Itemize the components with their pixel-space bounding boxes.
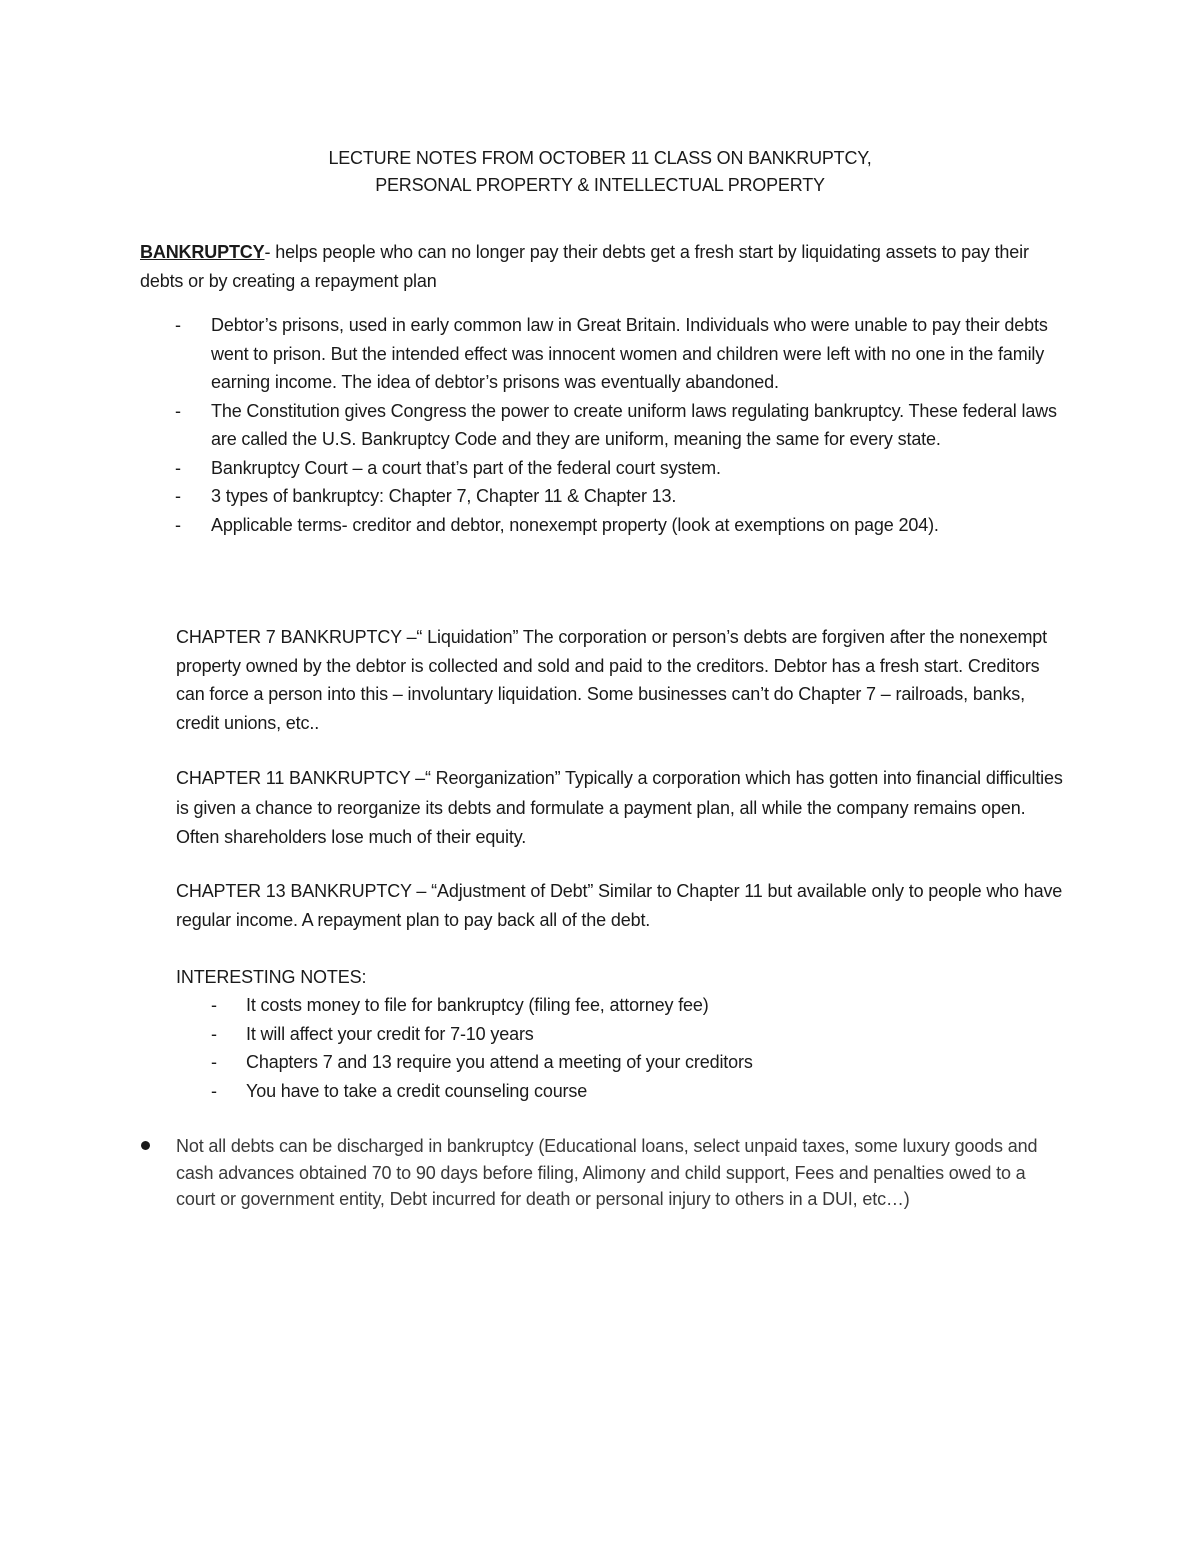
list-item-text: The Constitution gives Congress the power to create uniform laws regulating bankruptcy. These federal laws are called the U.S. Bankruptcy Code and they are uniform, meaning the same for every state. — [211, 400, 1057, 449]
bullet-point-icon — [141, 1141, 150, 1150]
list-item — [211, 991, 1011, 1020]
dash-marker: - — [175, 400, 181, 421]
dash-marker: - — [211, 1080, 217, 1101]
list-item-text: It will affect your credit for 7-10 years — [246, 1023, 534, 1044]
dash-marker: - — [175, 315, 181, 335]
bankruptcy-definition — [140, 238, 1060, 295]
dash-marker: - — [175, 486, 181, 506]
list-item-text: Applicable terms- creditor and debtor, nonexempt property (look at exemptions on page 204). — [211, 514, 939, 535]
document-title-line-1: LECTURE NOTES FROM OCTOBER 11 CLASS ON BANKRUPTCY, — [328, 148, 872, 168]
bankruptcy-definition-text: - helps people who can no longer pay their debts get a fresh start by liquidating assets to pay their debts or by creating a repayment plan — [140, 242, 1029, 291]
interesting-notes-heading: INTERESTING NOTES: — [176, 967, 367, 987]
list-item — [175, 397, 1075, 454]
interesting-notes-list — [211, 991, 1011, 1105]
list-item-text: It costs money to file for bankruptcy (filing fee, attorney fee) — [246, 995, 709, 1015]
list-item — [211, 1048, 1011, 1077]
chapter-7-paragraph: CHAPTER 7 BANKRUPTCY –“ Liquidation” The corporation or person’s debts are forgiven after the nonexempt property owned by the debtor is collected and sold and paid to the creditors. Debtor has a fresh start. Creditors can force a person into this – involuntary liquidation. Some businesses can’t do Chapter 7 – railroads, banks, credit unions, etc.. — [176, 627, 1047, 733]
list-item — [175, 482, 1075, 511]
dash-marker: - — [211, 995, 217, 1015]
dash-marker: - — [211, 1023, 217, 1044]
list-item — [211, 1020, 1011, 1049]
list-item — [175, 454, 1075, 483]
dash-marker: - — [175, 457, 181, 478]
chapter-13-paragraph: CHAPTER 13 BANKRUPTCY – “Adjustment of Debt” Similar to Chapter 11 but available only to people who have regular income. A repayment plan to pay back all of the debt. — [176, 881, 1063, 930]
list-item-text: You have to take a credit counseling course — [246, 1080, 588, 1101]
list-item — [175, 511, 1075, 540]
list-item-text: Chapters 7 and 13 require you attend a meeting of your creditors — [246, 1052, 753, 1072]
list-item-text: 3 types of bankruptcy: Chapter 7, Chapter 11 & Chapter 13. — [211, 486, 677, 506]
list-item-text: Debtor’s prisons, used in early common law in Great Britain. Individuals who were unable to pay their debts went to prison. But the intended effect was innocent women and children were left with no one in the family earning income. The idea of debtor’s prisons was eventually abandoned. — [211, 315, 1048, 392]
dash-marker: - — [175, 514, 181, 535]
chapter-11-paragraph: CHAPTER 11 BANKRUPTCY –“ Reorganization” Typically a corporation which has gotten into financial difficulties is given a chance to reorganize its debts and formulate a payment plan, all while the company remains open. Often shareholders lose much of their equity. — [176, 768, 1063, 847]
list-item — [175, 311, 1075, 397]
non-dischargeable-debts-paragraph: Not all debts can be discharged in bankruptcy (Educational loans, select unpaid taxes, some luxury goods and cash advances obtained 70 to 90 days before filing, Alimony and child support, Fees and penalties owed to a court or government entity, Debt incurred for death or personal injury to others in a DUI, etc…) — [176, 1136, 1038, 1209]
list-item — [211, 1077, 1011, 1106]
bankruptcy-points-list — [175, 311, 1075, 539]
dash-marker: - — [211, 1052, 217, 1072]
document-title-line-2: PERSONAL PROPERTY & INTELLECTUAL PROPERTY — [375, 175, 825, 195]
list-item-text: Bankruptcy Court – a court that’s part of the federal court system. — [211, 457, 721, 478]
bankruptcy-term: BANKRUPTCY — [140, 242, 265, 262]
